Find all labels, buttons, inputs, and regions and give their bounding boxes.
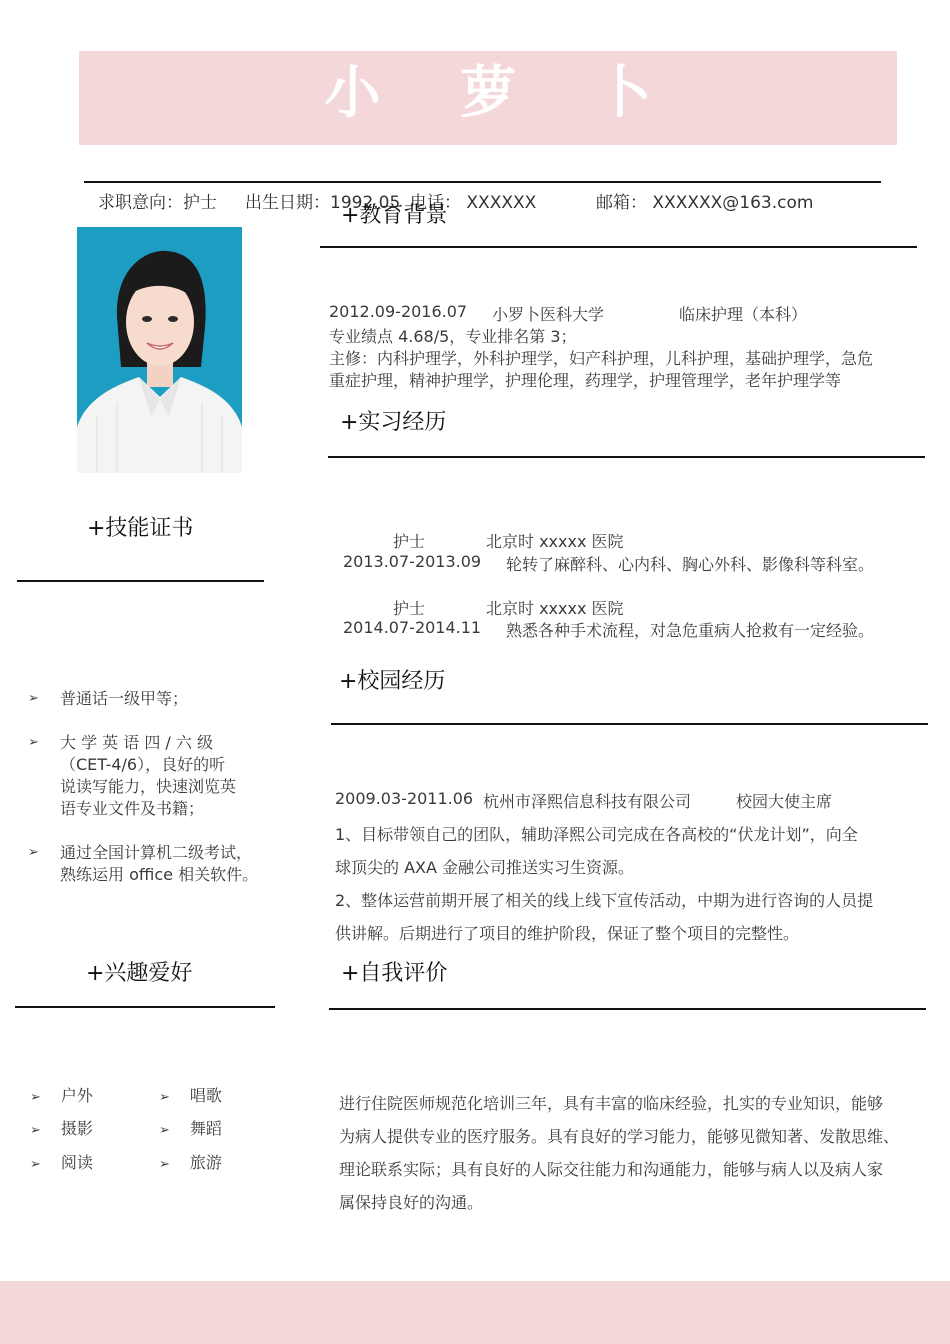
internship-divider bbox=[328, 456, 925, 458]
campus-org: 杭州市泽熙信息科技有限公司 bbox=[483, 792, 692, 811]
internship-desc: 轮转了麻醉科、心内科、胸心外科、影像科等科室。 bbox=[506, 555, 875, 574]
education-major: 临床护理（本科） bbox=[679, 305, 808, 324]
education-gpa: 专业绩点 4.68/5，专业排名第 3； bbox=[329, 327, 577, 346]
profile-photo bbox=[77, 227, 242, 473]
arrowhead-bullet-icon: ➢ bbox=[28, 691, 39, 706]
hobby-item bbox=[159, 1083, 222, 1106]
self-eval-line: 为病人提供专业的医疗服务。具有良好的学习能力，能够见微知著、发散思维、 bbox=[339, 1127, 900, 1146]
campus-paragraph-2: 2、整体运营前期开展了相关的线上线下宣传活动，中期为进行咨询的人员提 bbox=[335, 891, 874, 910]
internship-org: 北京时 xxxxx 医院 bbox=[486, 599, 624, 618]
arrowhead-bullet-icon: ➢ bbox=[30, 1123, 41, 1138]
skill-text: 普通话一级甲等； bbox=[60, 689, 189, 708]
self-eval-divider bbox=[329, 1008, 926, 1010]
skill-text: 大 学 英 语 四 / 六 级 bbox=[60, 733, 213, 752]
campus-paragraph-2-cont: 供讲解。后期进行了项目的维护阶段，保证了整个项目的完整性。 bbox=[335, 924, 800, 943]
phone: 电话： XXXXXX bbox=[410, 193, 537, 213]
internship-desc: 熟悉各种手术流程，对急危重病人抢救有一定经验。 bbox=[506, 621, 875, 640]
internship-period: 2014.07-2014.11 bbox=[343, 618, 482, 637]
education-title: +教育背景 bbox=[341, 203, 448, 228]
arrowhead-bullet-icon: ➢ bbox=[30, 1157, 41, 1172]
arrowhead-bullet-icon: ➢ bbox=[28, 845, 39, 860]
name-banner bbox=[79, 51, 897, 145]
internship-period: 2013.07-2013.09 bbox=[343, 552, 482, 571]
hobby-item bbox=[159, 1116, 222, 1139]
email: 邮箱： XXXXXX@163.com bbox=[596, 193, 814, 213]
education-divider bbox=[320, 246, 917, 248]
education-school: 小罗卜医科大学 bbox=[492, 305, 605, 324]
internship-role: 护士 bbox=[393, 532, 426, 551]
hobby-label: 阅读 bbox=[60, 1153, 93, 1172]
hobby-label: 摄影 bbox=[60, 1119, 93, 1138]
self-eval-line: 属保持良好的沟通。 bbox=[339, 1193, 484, 1212]
hobby-item bbox=[30, 1150, 93, 1173]
birth-date: 出生日期：1992.05 bbox=[245, 193, 401, 213]
hobby-label: 舞蹈 bbox=[189, 1119, 222, 1138]
hobby-item bbox=[30, 1083, 93, 1106]
self-eval-line: 理论联系实际；具有良好的人际交往能力和沟通能力，能够与病人以及病人家 bbox=[339, 1160, 884, 1179]
hobby-item bbox=[30, 1116, 93, 1139]
skills-divider bbox=[17, 580, 264, 582]
skills-title: +技能证书 bbox=[87, 516, 194, 541]
education-courses: 主修：内科护理学，外科护理学，妇产科护理，儿科护理，基础护理学，急危 bbox=[329, 349, 874, 368]
hobby-item bbox=[159, 1150, 222, 1173]
arrowhead-bullet-icon: ➢ bbox=[159, 1123, 170, 1138]
arrowhead-bullet-icon: ➢ bbox=[30, 1090, 41, 1105]
education-period: 2012.09-2016.07 bbox=[329, 302, 468, 321]
hobby-label: 唱歌 bbox=[189, 1086, 222, 1105]
hobby-label: 户外 bbox=[60, 1086, 93, 1105]
campus-period: 2009.03-2011.06 bbox=[335, 789, 474, 808]
self-eval-line: 进行住院医师规范化培训三年，具有丰富的临床经验，扎实的专业知识，能够 bbox=[339, 1094, 884, 1113]
skill-text-cont: （CET-4/6），良好的听 bbox=[60, 755, 226, 774]
candidate-name: 小 萝 卜 bbox=[324, 61, 682, 126]
header-divider bbox=[84, 181, 881, 183]
campus-role: 校园大使主席 bbox=[736, 792, 833, 811]
internship-org: 北京时 xxxxx 医院 bbox=[486, 532, 624, 551]
campus-divider bbox=[331, 723, 928, 725]
skill-text-cont: 熟练运用 office 相关软件。 bbox=[60, 865, 259, 884]
hobby-label: 旅游 bbox=[189, 1153, 222, 1172]
footer-band bbox=[0, 1281, 950, 1344]
internship-title: +实习经历 bbox=[340, 410, 447, 435]
skill-text: 通过全国计算机二级考试， bbox=[60, 843, 253, 862]
self-eval-title: +自我评价 bbox=[341, 961, 448, 986]
education-courses-cont: 重症护理，精神护理学，护理伦理，药理学，护理管理学，老年护理学等 bbox=[329, 371, 842, 390]
skill-text-cont: 说读写能力，快速浏览英 bbox=[60, 777, 237, 796]
list-item bbox=[28, 842, 268, 886]
arrowhead-bullet-icon: ➢ bbox=[159, 1157, 170, 1172]
skills-list bbox=[28, 688, 268, 886]
hobbies-title: +兴趣爱好 bbox=[86, 961, 193, 986]
campus-paragraph-1-cont: 球顶尖的 AXA 金融公司推送实习生资源。 bbox=[335, 858, 635, 877]
hobbies-divider bbox=[15, 1006, 275, 1008]
internship-role: 护士 bbox=[393, 599, 426, 618]
arrowhead-bullet-icon: ➢ bbox=[28, 735, 39, 750]
skill-text-cont: 语专业文件及书籍； bbox=[60, 799, 205, 818]
job-intent: 求职意向：护士 bbox=[98, 193, 217, 213]
list-item bbox=[28, 688, 268, 710]
list-item bbox=[28, 732, 268, 820]
arrowhead-bullet-icon: ➢ bbox=[159, 1090, 170, 1105]
campus-paragraph-1: 1、目标带领自己的团队，辅助泽熙公司完成在各高校的“伏龙计划”，向全 bbox=[335, 825, 858, 844]
campus-title: +校园经历 bbox=[339, 669, 446, 694]
